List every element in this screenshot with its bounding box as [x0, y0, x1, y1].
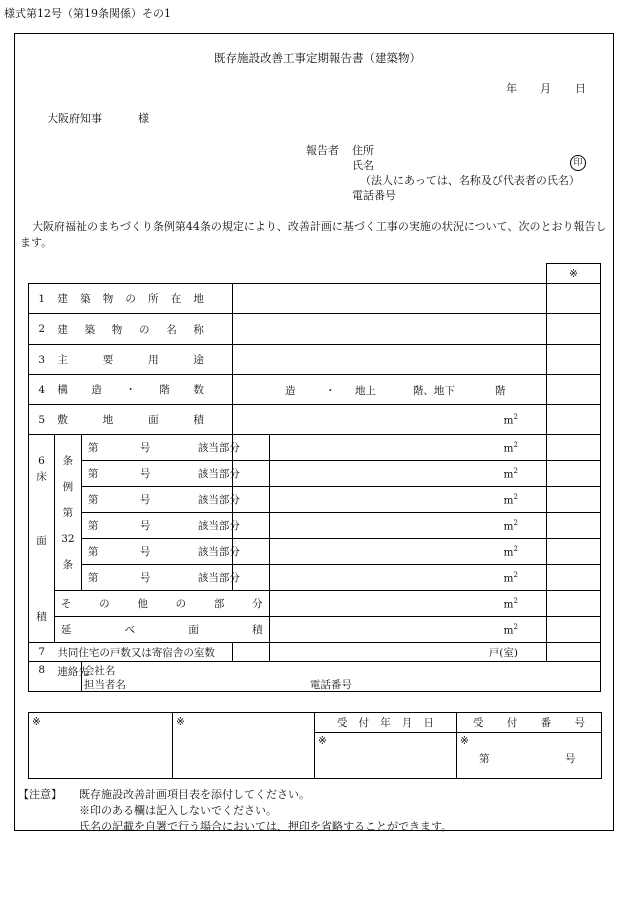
floor-item-2-office	[546, 461, 600, 487]
row5-value[interactable]	[232, 405, 546, 435]
floor-other-label: その他の部分	[54, 591, 269, 617]
reception-number-box	[457, 733, 602, 779]
floor-item-5: 第 号 該当部分	[81, 539, 232, 565]
row7-num: 7	[29, 643, 55, 662]
floor-item-3-area[interactable]: $m^2$	[269, 487, 546, 513]
row8-divider	[81, 662, 82, 691]
floor-item-5-office	[546, 539, 600, 565]
reception-number-label: 受付番号	[457, 713, 602, 733]
reporter-corp-note: （法人にあっては、名称及び代表者の氏名）	[360, 174, 580, 187]
row8-phone: 電話番号	[309, 679, 352, 691]
row8-value[interactable]	[81, 662, 600, 692]
floor-item-1-office	[546, 435, 600, 461]
row8-company: 会社名	[83, 665, 116, 677]
floor-other-office	[546, 591, 600, 617]
report-table	[28, 263, 601, 692]
row3-value[interactable]	[232, 345, 546, 375]
date-month: 月	[540, 82, 551, 95]
reception-box-2: ※	[173, 713, 315, 779]
row7-value[interactable]: 戸(室)	[269, 643, 546, 662]
row3-num: 3	[29, 345, 55, 375]
row5-label: 敷地面積	[54, 405, 232, 435]
floor-item-6: 第 号 該当部分	[81, 565, 232, 591]
floor-total-area[interactable]: $m^2$	[269, 617, 546, 643]
reception-date-label: 受付年月日	[315, 713, 457, 733]
row5-office	[546, 405, 600, 435]
note-1: 既存施設改善計画項目表を添付してください。	[79, 788, 310, 801]
row1-value[interactable]	[232, 284, 546, 314]
form-label: 様式第12号（第19条関係）その1	[4, 7, 171, 20]
reception-box-1: ※	[29, 713, 173, 779]
floor-total-office	[546, 617, 600, 643]
floor-total-label: 延べ面積	[54, 617, 269, 643]
unit-sq: 2	[513, 412, 518, 421]
row4-kai-chika: 階、地下	[412, 385, 455, 397]
seal-mark: 印	[570, 155, 586, 171]
row1-num: 1	[29, 284, 55, 314]
row4-value[interactable]	[232, 375, 546, 405]
office-use-mark: ※	[546, 264, 600, 284]
floor-item-5-area[interactable]: $m^2$	[269, 539, 546, 565]
row3-label: 主要用途	[54, 345, 232, 375]
floor-item-1: 第 号 該当部分	[81, 435, 232, 461]
report-body-text: 大阪府福祉のまちづくり条例第44条の規定により、改善計画に基づく工事の実施の状況について、次のとおり報告します。	[20, 220, 607, 249]
note-3: 氏名の記載を自署で行う場合においては、押印を省略することができます。	[79, 820, 453, 833]
row2-office	[546, 314, 600, 345]
row3-office	[546, 345, 600, 375]
floor-label-bot: 積	[36, 610, 47, 623]
floor-item-6-office	[546, 565, 600, 591]
floor-item-4-office	[546, 513, 600, 539]
unit-m2: m	[503, 414, 514, 427]
date-day: 日	[575, 82, 586, 95]
floor-area-label	[29, 435, 55, 643]
floor-item-4: 第 号 該当部分	[81, 513, 232, 539]
floor-item-4-area[interactable]: $m^2$	[269, 513, 546, 539]
floor-other-area[interactable]: $m^2$	[269, 591, 546, 617]
date-year: 年	[506, 82, 517, 95]
floor-label-top: 床	[36, 470, 47, 483]
reception-dai: 第	[479, 753, 490, 765]
floor-label-mid: 面	[36, 534, 47, 547]
row1-office	[546, 284, 600, 314]
row7-blank	[232, 643, 269, 662]
row4-zo: 造	[284, 385, 296, 397]
reporter-name: 氏名	[352, 159, 374, 172]
note-2: ※印のある欄は記入しないでください。	[79, 804, 277, 817]
row4-kai: 階	[494, 385, 506, 397]
reception-table	[28, 712, 602, 779]
reporter-phone: 電話番号	[352, 189, 396, 202]
reception-number-mark: ※	[460, 735, 469, 747]
page-title: 既存施設改善工事定期報告書（建築物）	[214, 51, 421, 65]
reporter-address: 住所	[352, 144, 374, 157]
floor-item-2-area[interactable]: $m^2$	[269, 461, 546, 487]
addressee-name: 大阪府知事	[47, 112, 102, 125]
row1-label: 建築物の所在地	[54, 284, 232, 314]
addressee-honorific: 様	[138, 112, 149, 125]
reception-date-box: ※	[315, 733, 457, 779]
reception-go: 号	[565, 753, 576, 765]
row8-label: 連絡先	[54, 662, 81, 692]
row4-num: 4	[29, 375, 55, 405]
floor-item-1-area[interactable]: $m^2$	[269, 435, 546, 461]
row5-num: 5	[29, 405, 55, 435]
jorei-32-label: 条例第32条	[54, 435, 81, 591]
notes-label: 【注意】	[18, 788, 62, 801]
row2-label: 建築物の名称	[54, 314, 232, 345]
row4-label: 構造・階数	[54, 375, 232, 405]
row7-label: 共同住宅の戸数又は寄宿舎の室数	[54, 643, 232, 662]
floor-item-6-area[interactable]: $m^2$	[269, 565, 546, 591]
row2-num: 2	[29, 314, 55, 345]
row4-dot: ・	[324, 385, 336, 397]
floor-num: 6	[38, 454, 45, 467]
row8-num: 8	[29, 662, 55, 692]
floor-item-3-office	[546, 487, 600, 513]
floor-item-2: 第 号 該当部分	[81, 461, 232, 487]
reporter-label: 報告者	[306, 144, 339, 157]
row4-office	[546, 375, 600, 405]
row2-value[interactable]	[232, 314, 546, 345]
floor-item-3: 第 号 該当部分	[81, 487, 232, 513]
row4-chijo: 地上	[354, 385, 376, 397]
row7-office	[546, 643, 600, 662]
row8-person: 担当者名	[83, 679, 126, 691]
